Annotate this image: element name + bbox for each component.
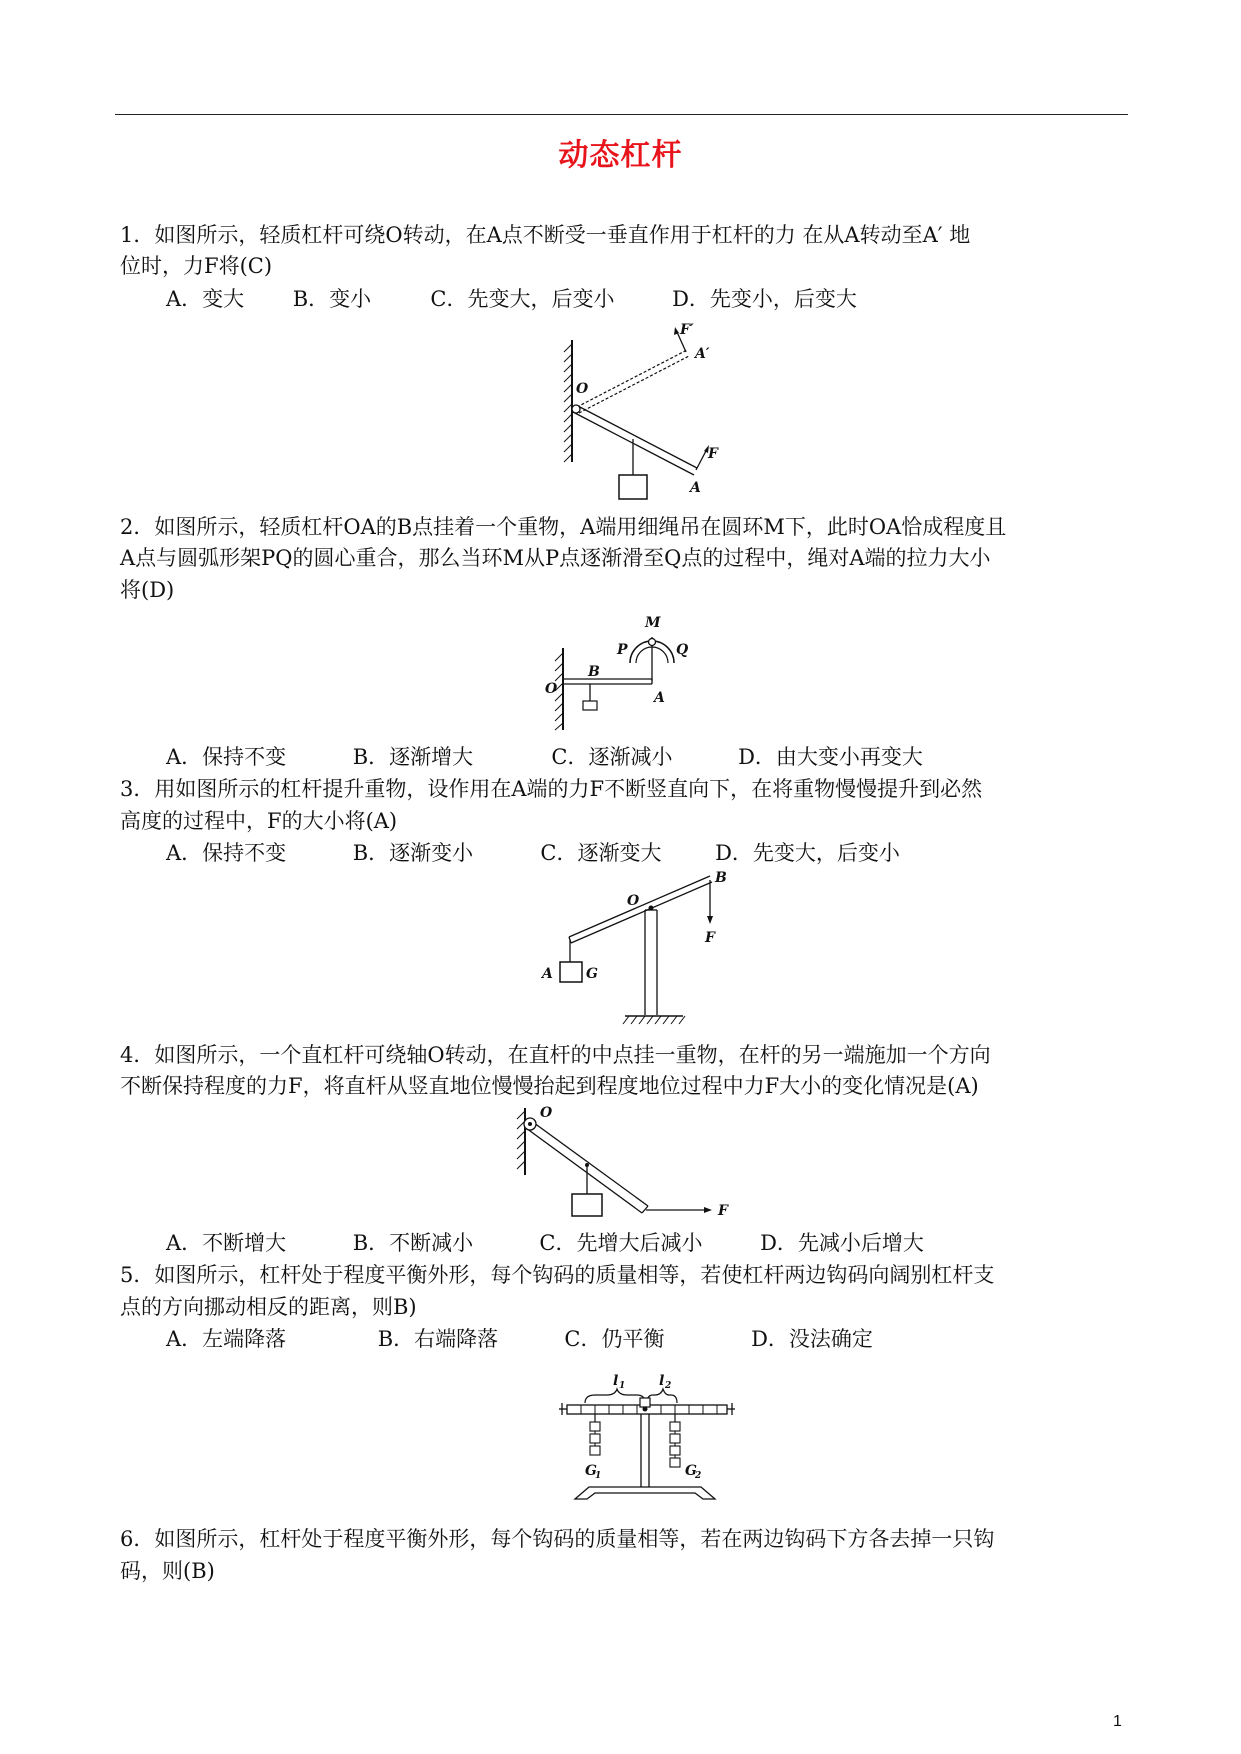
q5-label-g1-subscript: 1 [595,1471,602,1481]
q3-option-a: A．保持不变 [166,841,287,865]
q5-option-c: C．仍平衡 [564,1327,665,1351]
q3-label-b: B [715,870,727,886]
q5-line-2: 点的方向挪动相反的距离，则B) [120,1295,417,1319]
q1-option-c: C．先变大，后变小 [430,287,615,311]
q1-option-b: B．变小 [292,287,372,311]
q5-label-g2: G [685,1463,697,1479]
q6-line-2: 码，则(B) [120,1559,215,1583]
q5-option-b: B．右端降落 [377,1327,499,1351]
q3-line-2: 高度的过程中，F的大小将(A) [120,809,398,833]
q1-option-d: D．先变小，后变大 [672,287,857,311]
page-title: 动态杠杆 [558,138,683,173]
q3-label-f: F [705,930,715,946]
q3-option-b: B．逐渐变小 [352,841,474,865]
q2-option-b: B．逐渐增大 [352,745,474,769]
q2-option-d: D．由大变小再变大 [738,745,923,769]
q3-options [166,838,900,868]
q1-option-a: A．变大 [166,287,245,311]
q4-label-o: O [540,1105,553,1121]
q2-option-c: C．逐渐减小 [551,745,673,769]
q2-label-o: O [545,681,558,697]
q5-label-g1: G [585,1463,597,1479]
q3-figure [542,870,735,1030]
q5-option-a: A．左端降落 [166,1327,287,1351]
q4-option-d: D．先减小后增大 [760,1231,924,1255]
q5-option-d: D．没法确定 [751,1327,873,1351]
q2-line-1: 2．如图所示，轻质杠杆OA的B点挂着一个重物，A端用细绳吊在圆环M下，此时OA恰成程度且 [120,515,1007,539]
q3-label-g: G [586,966,598,982]
q3-label-o: O [627,893,640,909]
q1-label-a: A [690,480,701,496]
q5-label-g2-subscript: 2 [695,1471,702,1481]
q4-option-b: B．不断减小 [352,1231,474,1255]
q1-label-f-prime: F′ [680,322,694,338]
header-rule [115,114,1128,115]
q4-options [166,1228,924,1258]
q1-label-a-prime: A′ [695,346,710,362]
q1-options [166,284,857,314]
q2-figure [535,615,715,730]
q4-option-a: A．不断增大 [166,1231,287,1255]
q6-line-1: 6．如图所示，杠杆处于程度平衡外形，每个钩码的质量相等，若在两边钩码下方各去掉一只钩 [120,1527,995,1551]
q3-label-a: A [542,966,553,982]
q2-label-m: M [645,615,661,631]
q3-option-c: C．逐渐变大 [540,841,662,865]
q4-option-c: C．先增大后减小 [539,1231,703,1255]
q5-label-l1: l [613,1373,619,1389]
q5-label-l2: l [659,1373,665,1389]
q1-label-o: O [576,381,589,397]
q2-line-3: 将(D) [120,578,175,602]
q2-label-b: B [588,664,600,680]
q5-options [166,1324,873,1354]
q2-option-a: A．保持不变 [166,745,287,769]
q5-label-l2-subscript: 2 [665,1381,672,1391]
q2-label-q: Q [676,642,689,658]
q2-label-p: P [617,642,628,658]
q2-line-2: A点与圆弧形架PQ的圆心重合，那么当环M从P点逐渐滑至Q点的过程中，绳对A端的拉力大小 [120,546,991,570]
q3-option-d: D．先变大，后变小 [715,841,900,865]
q1-figure [560,320,730,510]
q2-options [166,742,923,772]
q3-line-1: 3．用如图所示的杠杆提升重物，设作用在A端的力F不断竖直向下，在将重物慢慢提升到必然 [120,777,983,801]
q2-label-a: A [654,690,665,706]
q4-line-1: 4．如图所示，一个直杠杆可绕轴O转动，在直杆的中点挂一重物，在杆的另一端施加一个方向 [120,1043,991,1067]
page-number: 1 [1113,1713,1122,1730]
q1-line-2: 位时，力F将(C) [120,254,273,278]
q5-figure [555,1365,735,1510]
q1-line-1: 1．如图所示，轻质杠杆可绕O转动，在A点不断受一垂直作用于杠杆的力 在从A转动至A′ 地 [120,223,971,247]
q4-line-2: 不断保持程度的力F，将直杆从竖直地位慢慢抬起到程度地位过程中力F大小的变化情况是(A) [120,1074,979,1098]
q4-label-f: F [718,1203,728,1219]
q1-label-f: F [708,446,718,462]
q5-line-1: 5．如图所示，杠杆处于程度平衡外形，每个钩码的质量相等，若使杠杆两边钩码向阔别杠杆支 [120,1263,995,1287]
q4-figure [510,1103,740,1233]
q5-label-l1-subscript: 1 [619,1381,626,1391]
